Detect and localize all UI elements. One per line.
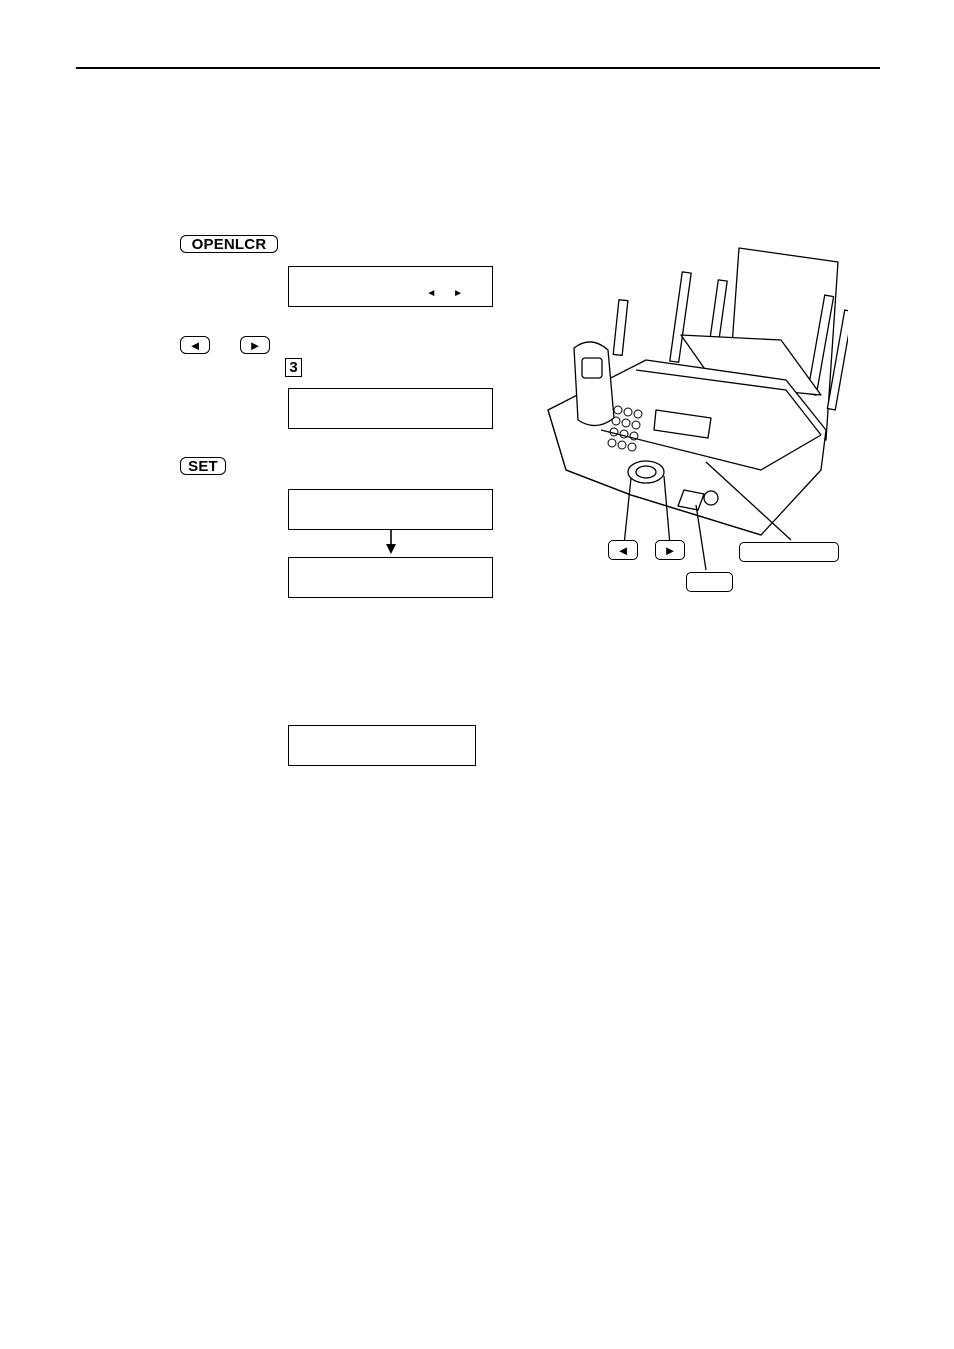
- lcd-display-2: [288, 388, 493, 429]
- fax-machine-illustration: [536, 240, 848, 570]
- digit-3-label: 3: [289, 359, 298, 376]
- left-arrow-icon: ◄: [188, 337, 202, 353]
- open-lcr-callout: [739, 542, 839, 562]
- right-arrow-callout-icon: ►: [663, 542, 677, 558]
- set-label: SET: [188, 457, 218, 475]
- header-rule: [76, 67, 880, 69]
- digit-3-button[interactable]: [285, 358, 302, 377]
- lcd-display-3: [288, 489, 493, 530]
- right-arrow-button[interactable]: [240, 336, 270, 354]
- set-button[interactable]: [180, 457, 226, 475]
- left-arrow-callout-icon: ◄: [616, 542, 630, 558]
- lcd-display-1: [288, 266, 493, 307]
- lcd-display-5: [288, 725, 476, 766]
- right-arrow-icon: ►: [248, 337, 262, 353]
- right-arrow-callout: [655, 540, 685, 560]
- left-arrow-button[interactable]: [180, 336, 210, 354]
- set-callout: [686, 572, 733, 592]
- down-arrow-icon: [384, 529, 398, 555]
- lcd-arrows: ◄ ►: [426, 288, 470, 299]
- left-arrow-callout: [608, 540, 638, 560]
- open-lcr-button[interactable]: [180, 235, 278, 253]
- open-lcr-label: OPENLCR: [191, 235, 267, 253]
- lcd-display-4: [288, 557, 493, 598]
